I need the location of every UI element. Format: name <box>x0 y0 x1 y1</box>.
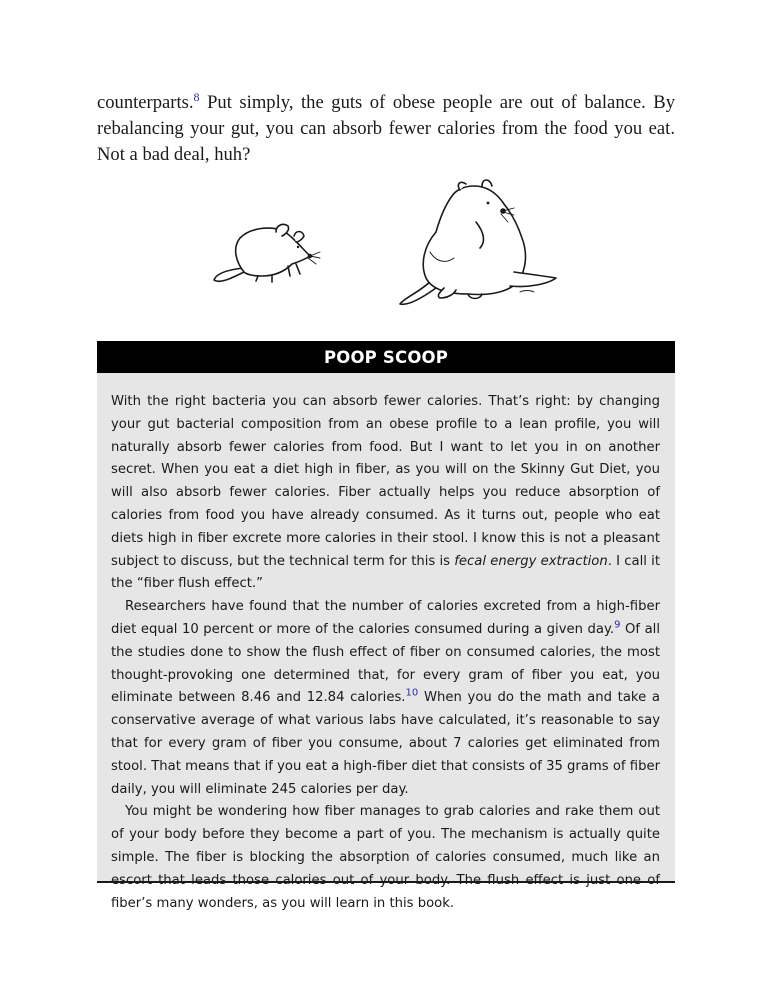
box-paragraph-1 <box>111 391 660 596</box>
mice-illustration <box>0 0 772 330</box>
obese-mouse-icon <box>400 180 556 304</box>
box-p2-text-a: Researchers have found that the number of calories excreted from a high-fiber diet equal 10 percent or more of the calories consumed during a given day. <box>111 599 660 637</box>
intro-rest: Put simply, the guts of obese people are out of balance. By rebalancing your gut, you can absorb fewer calories from the food you eat. Not a bad deal, huh? <box>97 92 675 165</box>
footnote-ref-8[interactable]: 8 <box>193 89 200 104</box>
box-p1-text-b: . I call it the “fiber flush effect.” <box>111 553 661 592</box>
lean-mouse-icon <box>214 224 320 282</box>
footnote-ref-10[interactable]: 10 <box>405 687 419 699</box>
box-p1-text-a: With the right bacteria you can absorb fewer calories. That’s right: by changing your gut bacterial composition from an obese profile to a lean profile, you will naturally absorb fewer calories from food. But I want to let you in on another secret. When you eat a diet high in fiber, as you will on the Skinny Gut Diet, you will also absorb fewer calories. Fiber actually helps you reduce absorption of calories from food you have already consumed. As it turns out, people who eat diets high in fiber excrete more calories in their stool. I know this is not a pleasant subject to discuss, but the technical term for this is <box>111 394 660 569</box>
sidebar-box-title: POOP SCOOP <box>97 341 675 373</box>
sidebar-box <box>97 373 675 911</box>
box-paragraph-2 <box>111 596 660 801</box>
box-p1-emphasis: fecal energy extraction <box>454 553 608 569</box>
footnote-ref-9[interactable]: 9 <box>614 619 621 631</box>
box-p2-text-b: Of all the studies done to show the flush effect of fiber on consumed calories, the most thought-provoking one determined that, for every gram of fiber you eat, you eliminate between 8.46 and 12.84 calories. <box>111 621 660 706</box>
intro-lead: counterparts. <box>97 92 194 113</box>
box-paragraph-3: You might be wondering how fiber manages to grab calories and rake them out of your body before they become a part of you. The mechanism is actually quite simple. The fiber is blocking the absorption of calories consumed, much like an escort that leads those calories out of your body. The flush effect is just one of fiber’s many wonders, as you will learn in this book. <box>111 804 660 911</box>
box-p2-text-c: When you do the math and take a conservative average of what various labs have calculated, it’s reasonable to say that for every gram of fiber you consume, about 7 calories get eliminated from stool. That means that if you eat a high-fiber diet that consists of 35 grams of fiber daily, you will eliminate 245 calories per day. <box>111 690 660 797</box>
